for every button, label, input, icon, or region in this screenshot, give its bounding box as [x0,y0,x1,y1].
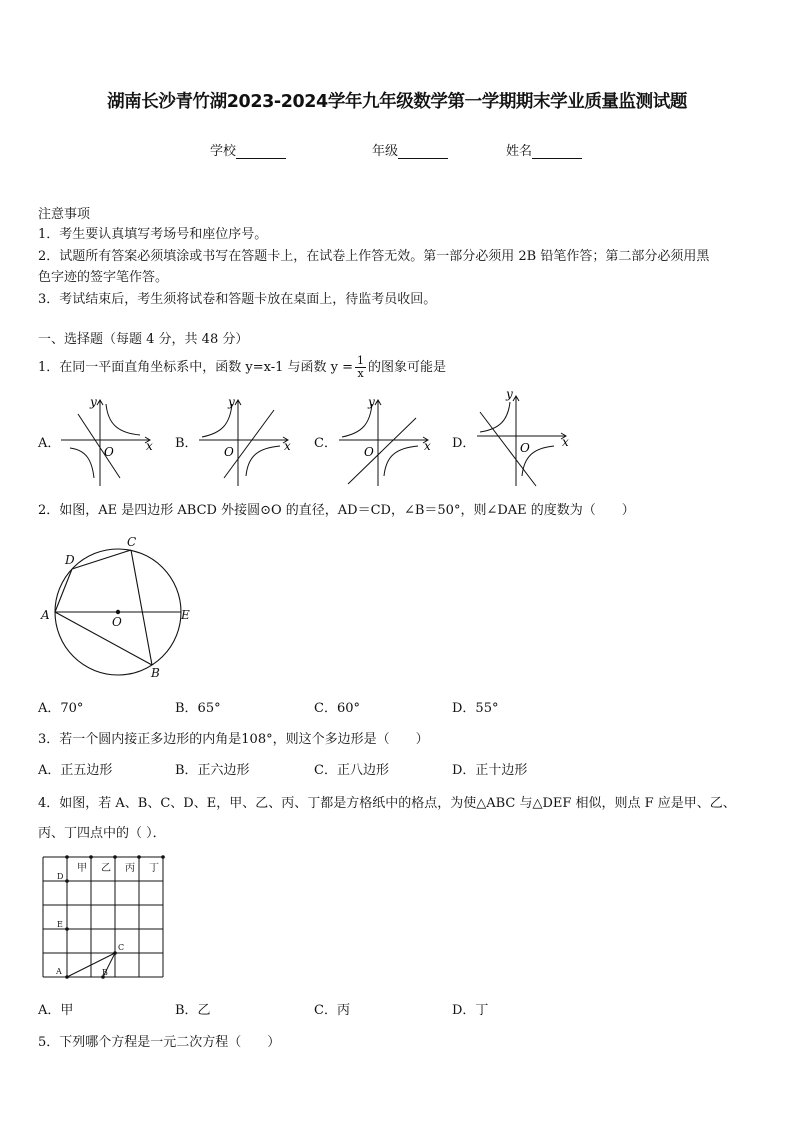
q3-option-c[interactable]: C．正八边形 [314,763,389,778]
label-bing: 丙 [125,863,135,874]
q1-suffix: 的图象可能是 [368,360,447,375]
school-blank[interactable] [236,145,286,159]
name-label: 姓名 [506,144,533,159]
segment-ad [55,569,72,612]
x-label: x [562,435,569,449]
grid-point [161,855,165,859]
label-ding: 丁 [149,863,159,874]
grade-field[interactable] [372,140,448,159]
label-o: O [112,615,122,629]
question-4-line-2: 丙、丁四点中的（ ）． [38,826,166,841]
y-label: y [228,395,235,409]
note-item: 色字迹的签字笔作答。 [38,270,169,285]
fraction-denominator: x [357,367,364,380]
q4-option-c[interactable]: C．丙 [314,1003,350,1018]
q1-option-b[interactable]: B． [175,436,198,451]
point-d [65,879,69,883]
line-graph [224,410,274,478]
question-4-line-1: 4．如图，若 A、B、C、D、E，甲、乙、丙、丁都是方格纸中的格点，为使△ABC 与△DEF 相似，则点 F 应是甲、乙、 [38,796,736,811]
q2-circle-figure [38,532,198,682]
segment-cb [131,550,152,665]
q1-option-a[interactable]: A． [38,436,61,451]
q1-graph-d [474,386,574,490]
x-label: x [284,439,291,453]
q1-prefix: 1．在同一平面直角坐标系中，函数 y=x-1 与函数 y = [38,360,354,375]
label-d: D [65,553,75,567]
label-b: B [102,968,108,977]
note-item: 1．考生要认真填写考场号和座位序号。 [38,227,268,242]
grid-point [65,855,69,859]
q4-option-d[interactable]: D．丁 [452,1003,489,1018]
q1-graph-a [58,390,158,490]
x-label: x [146,439,153,453]
origin-label: O [224,445,234,459]
y-label: y [368,395,375,409]
school-field[interactable] [210,140,286,159]
label-a: A [41,608,50,622]
label-c: C [127,535,137,549]
hyperbola-branch [384,446,418,476]
q2-option-d[interactable]: D．55° [452,701,499,716]
hyperbola-branch [246,446,280,476]
name-field[interactable] [506,140,582,159]
label-c: C [118,943,125,952]
label-a: A [56,967,62,976]
q1-option-c[interactable]: C． [314,436,337,451]
note-item: 2．试题所有答案必须填涂或书写在答题卡上，在试卷上作答无效。第一部分必须用 2B 铅笔作答；第二部分必须用黑 [38,249,710,264]
segment-ab [55,612,152,665]
question-5: 5．下列哪个方程是一元二次方程（ ） [38,1035,281,1050]
q4-option-a[interactable]: A．甲 [38,1003,74,1018]
question-2: 2．如图，AE 是四边形 ABCD 外接圆⊙O 的直径，AD＝CD，∠B＝50°，则∠DAE 的度数为（ ） [38,503,635,518]
school-label: 学校 [210,144,237,159]
q2-option-a[interactable]: A．70° [38,701,84,716]
grade-label: 年级 [372,144,399,159]
label-b: B [151,666,160,680]
q3-option-d[interactable]: D．正十边形 [452,763,528,778]
section-heading: 一、选择题（每题 4 分，共 48 分） [38,332,249,347]
hyperbola-branch [70,448,94,478]
notes-heading: 注意事项 [38,207,91,222]
label-d: D [57,872,64,881]
q1-option-d[interactable]: D． [452,436,476,451]
x-label: x [424,439,431,453]
label-yi: 乙 [101,863,111,874]
name-blank[interactable] [532,145,582,159]
center-point [116,610,120,614]
y-label: y [90,395,97,409]
q4-grid-figure [40,854,170,980]
question-1 [38,353,446,383]
question-3: 3．若一个圆内接正多边形的内角是108°，则这个多边形是（ ） [38,732,429,747]
label-jia: 甲 [77,863,87,874]
point-e [65,927,69,931]
page-title: 湖南长沙青竹湖2023-2024学年九年级数学第一学期期末学业质量监测试题 [107,92,687,112]
segment-dc [72,550,131,569]
fraction-numerator: 1 [357,354,365,367]
hyperbola-branch [106,404,140,435]
fraction [355,355,366,380]
point-a [65,975,69,979]
y-label: y [506,387,513,401]
q2-option-b[interactable]: B．65° [175,701,221,716]
label-e: E [57,920,63,929]
q3-option-b[interactable]: B．正六边形 [175,763,250,778]
origin-label: O [364,445,374,459]
hyperbola-branch [480,402,510,432]
grid-point [89,855,93,859]
q2-option-c[interactable]: C．60° [314,701,360,716]
point-c [113,951,117,955]
note-item: 3．考试结束后，考生须将试卷和答题卡放在桌面上，待监考员收回。 [38,292,437,307]
q1-graph-c [336,390,436,490]
grade-blank[interactable] [398,145,448,159]
line-graph [348,418,416,484]
grid-point [113,855,117,859]
q3-option-a[interactable]: A．正五边形 [38,763,113,778]
origin-label: O [104,445,114,459]
label-e: E [181,608,190,622]
q1-graph-b [196,390,296,490]
q4-option-b[interactable]: B．乙 [175,1003,211,1018]
origin-label: O [520,441,530,455]
grid-point [137,855,141,859]
